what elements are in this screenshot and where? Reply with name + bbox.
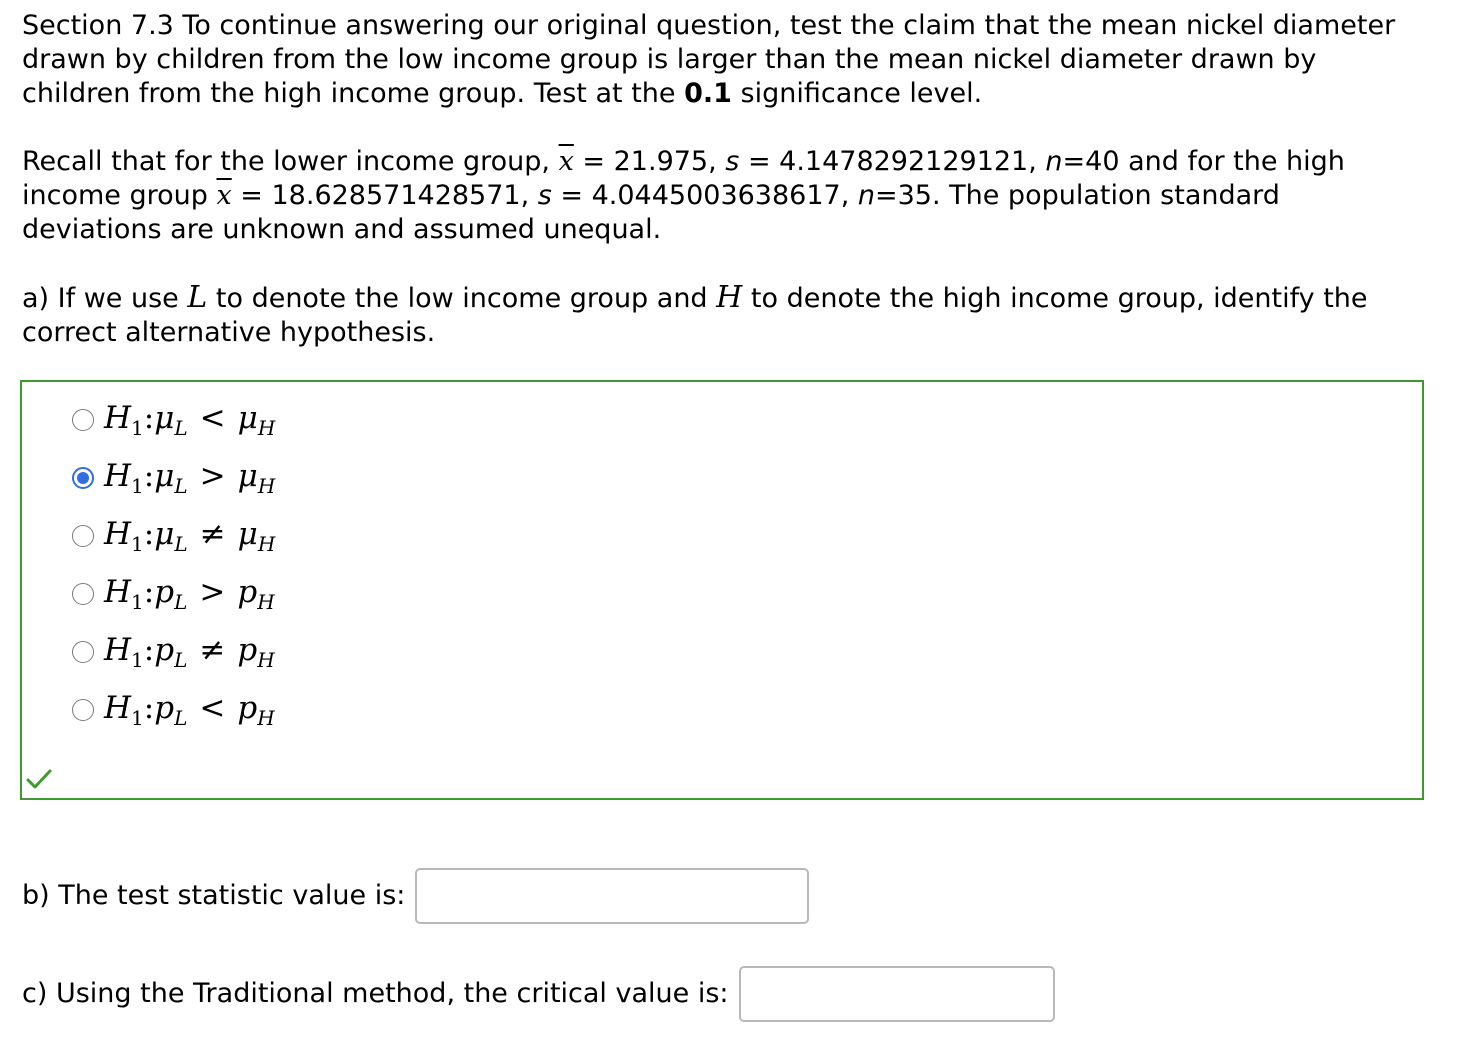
part-b-row [22, 868, 809, 924]
option-p-greater[interactable] [72, 574, 275, 614]
xbar-symbol: $\overline{x}$ [558, 146, 574, 177]
option-label: $H_1:p_L > p_H$ [104, 573, 275, 615]
option-label: $H_1:p_L \ne p_H$ [104, 631, 275, 673]
recall-stats [22, 145, 1422, 247]
low-sd: = 4.1478292129121, [739, 146, 1046, 177]
radio-button-selected[interactable] [72, 467, 94, 489]
critical-value-input[interactable] [739, 966, 1055, 1022]
part-a-text: a) If we use [22, 283, 188, 314]
low-mean: = 21.975, [573, 146, 726, 177]
s-symbol: s [725, 146, 740, 177]
n-symbol: n [857, 180, 875, 211]
radio-button[interactable] [72, 409, 94, 431]
high-sd: = 4.0445003638617, [551, 180, 858, 211]
checkmark-icon [26, 768, 52, 790]
part-c-row [22, 966, 1055, 1022]
answer-options-box [20, 380, 1424, 800]
s-symbol: s [537, 180, 552, 211]
radio-button[interactable] [72, 583, 94, 605]
radio-button[interactable] [72, 525, 94, 547]
part-a-question [22, 281, 1422, 350]
significance-level: 0.1 [684, 78, 732, 109]
symbol-L: L [187, 280, 208, 315]
option-p-not-equal[interactable] [72, 632, 275, 672]
recall-text: Recall that for the lower income group, [22, 146, 559, 177]
xbar-symbol: $\overline{x}$ [216, 180, 232, 211]
test-statistic-input[interactable] [415, 868, 809, 924]
part-c-label: c) Using the Traditional method, the critical value is: [22, 978, 729, 1009]
symbol-H: H [716, 280, 743, 315]
question-intro [22, 9, 1422, 111]
option-label: $H_1:\mu_L \ne \mu_H$ [104, 515, 276, 557]
part-a-text: to denote the low income group and [207, 283, 717, 314]
radio-button[interactable] [72, 641, 94, 663]
n-symbol: n [1045, 146, 1063, 177]
intro-text-end: significance level. [731, 78, 983, 109]
option-label: $H_1:\mu_L > \mu_H$ [104, 457, 276, 499]
option-mu-less[interactable] [72, 400, 275, 440]
high-n: =35. The population standard deviations are unknown and assumed unequal. [22, 180, 1280, 245]
option-label: $H_1:\mu_L < \mu_H$ [104, 399, 276, 441]
radio-button[interactable] [72, 699, 94, 721]
option-mu-not-equal[interactable] [72, 516, 275, 556]
option-p-less[interactable] [72, 690, 275, 730]
part-a-text: to denote the high income group, identify the correct alternative hypothesis. [22, 283, 1368, 348]
intro-text: Section 7.3 To continue answering our original question, test the claim that the mean nickel diameter drawn by children from the low income group is larger than the mean nickel diameter drawn by children from the high income group. Test at the [22, 10, 1396, 109]
part-b-label: b) The test statistic value is: [22, 880, 406, 911]
option-label: $H_1:p_L < p_H$ [104, 689, 275, 731]
option-mu-greater[interactable] [72, 458, 275, 498]
high-mean: = 18.628571428571, [231, 180, 538, 211]
low-n: =40 and for the high income group [22, 146, 1345, 211]
